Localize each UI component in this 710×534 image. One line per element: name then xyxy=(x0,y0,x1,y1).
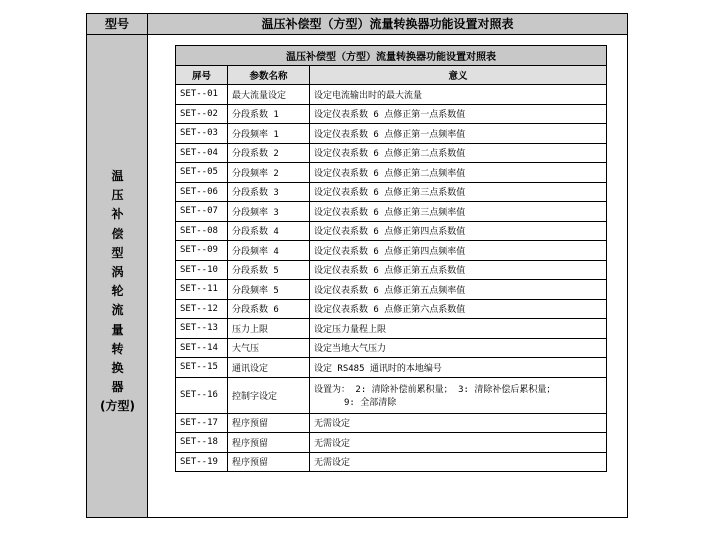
model-char: 补 xyxy=(111,207,124,222)
table-row xyxy=(176,85,607,105)
screen-id: SET--09 xyxy=(176,241,228,261)
param-name: 分段系数 5 xyxy=(228,260,310,280)
screen-id: SET--02 xyxy=(176,104,228,124)
screen-id: SET--14 xyxy=(176,338,228,358)
param-meaning: 设定仪表系数 6 点修正第二点系数值 xyxy=(310,143,607,163)
table-row xyxy=(176,358,607,378)
model-column xyxy=(87,35,148,517)
screen-id: SET--12 xyxy=(176,299,228,319)
model-char: 偿 xyxy=(111,226,124,241)
table-row xyxy=(176,260,607,280)
screen-id: SET--08 xyxy=(176,221,228,241)
table-row xyxy=(176,299,607,319)
param-name: 分段频率 5 xyxy=(228,280,310,300)
param-meaning: 设定仪表系数 6 点修正第三点系数值 xyxy=(310,182,607,202)
param-name: 程序预留 xyxy=(228,413,310,433)
column-header-meaning: 意义 xyxy=(310,66,607,85)
param-name: 分段系数 3 xyxy=(228,182,310,202)
screen-id: SET--19 xyxy=(176,452,228,472)
model-char: 器 xyxy=(111,380,124,395)
column-header-screen: 屏号 xyxy=(176,66,228,85)
param-meaning: 设定仪表系数 6 点修正第一点系数值 xyxy=(310,104,607,124)
screen-id: SET--05 xyxy=(176,163,228,183)
param-name: 分段系数 1 xyxy=(228,104,310,124)
table-row xyxy=(176,319,607,339)
param-meaning: 无需设定 xyxy=(310,433,607,453)
screen-id: SET--01 xyxy=(176,85,228,105)
table-row xyxy=(176,143,607,163)
table-row xyxy=(176,413,607,433)
screen-id: SET--13 xyxy=(176,319,228,339)
param-meaning xyxy=(310,377,607,413)
param-name: 压力上限 xyxy=(228,319,310,339)
screen-id: SET--17 xyxy=(176,413,228,433)
table-row xyxy=(176,104,607,124)
param-meaning: 无需设定 xyxy=(310,413,607,433)
screen-id: SET--04 xyxy=(176,143,228,163)
table-row xyxy=(176,280,607,300)
model-char: 型 xyxy=(111,245,124,260)
column-header-param: 参数名称 xyxy=(228,66,310,85)
type-header: 型号 xyxy=(87,14,148,34)
param-name: 控制字设定 xyxy=(228,377,310,413)
param-meaning: 设定 RS485 通讯时的本地编号 xyxy=(310,358,607,378)
table-row xyxy=(176,163,607,183)
model-char: 轮 xyxy=(111,284,124,299)
param-name: 最大流量设定 xyxy=(228,85,310,105)
param-name: 程序预留 xyxy=(228,433,310,453)
table-row xyxy=(176,182,607,202)
table-row xyxy=(176,221,607,241)
param-meaning: 无需设定 xyxy=(310,452,607,472)
table-row xyxy=(176,433,607,453)
table-row xyxy=(176,377,607,413)
model-char: 涡 xyxy=(111,265,124,280)
param-meaning: 设定仪表系数 6 点修正第二点频率值 xyxy=(310,163,607,183)
model-char: 转 xyxy=(111,341,124,356)
model-char: 压 xyxy=(111,188,124,203)
table-row xyxy=(176,202,607,222)
param-meaning: 设定仪表系数 6 点修正第一点频率值 xyxy=(310,124,607,144)
screen-id: SET--06 xyxy=(176,182,228,202)
screen-id: SET--07 xyxy=(176,202,228,222)
table-row xyxy=(176,452,607,472)
param-name: 分段系数 6 xyxy=(228,299,310,319)
model-char: 流 xyxy=(111,303,124,318)
param-meaning: 设定压力量程上限 xyxy=(310,319,607,339)
model-char: 温 xyxy=(111,169,124,183)
param-meaning-line: 设置为： 2: 清除补偿前累积量； 3: 清除补偿后累积量； xyxy=(314,385,556,395)
param-meaning: 设定电流输出时的最大流量 xyxy=(310,85,607,105)
screen-id: SET--03 xyxy=(176,124,228,144)
model-char: (方型) xyxy=(100,399,135,414)
settings-table xyxy=(175,45,607,472)
param-name: 程序预留 xyxy=(228,452,310,472)
screen-id: SET--18 xyxy=(176,433,228,453)
param-meaning: 设定仪表系数 6 点修正第四点频率值 xyxy=(310,241,607,261)
page-title: 温压补偿型（方型）流量转换器功能设置对照表 xyxy=(261,17,514,31)
model-char: 量 xyxy=(111,322,124,337)
header-row xyxy=(87,14,627,35)
param-name: 分段频率 1 xyxy=(228,124,310,144)
param-meaning: 设定仪表系数 6 点修正第三点频率值 xyxy=(310,202,607,222)
param-name: 分段系数 2 xyxy=(228,143,310,163)
param-name: 分段系数 4 xyxy=(228,221,310,241)
param-meaning-line: 9: 全部清除 xyxy=(344,398,397,408)
param-meaning: 设定仪表系数 6 点修正第四点系数值 xyxy=(310,221,607,241)
table-row xyxy=(176,338,607,358)
param-name: 分段频率 3 xyxy=(228,202,310,222)
param-meaning: 设定仪表系数 6 点修正第五点频率值 xyxy=(310,280,607,300)
model-char: 换 xyxy=(111,361,124,376)
param-name: 分段频率 2 xyxy=(228,163,310,183)
screen-id: SET--16 xyxy=(176,377,228,413)
param-name: 分段频率 4 xyxy=(228,241,310,261)
screen-id: SET--15 xyxy=(176,358,228,378)
param-name: 大气压 xyxy=(228,338,310,358)
table-row xyxy=(176,124,607,144)
param-meaning: 设定仪表系数 6 点修正第五点系数值 xyxy=(310,260,607,280)
table-row xyxy=(176,241,607,261)
screen-id: SET--11 xyxy=(176,280,228,300)
model-name xyxy=(87,167,148,417)
param-meaning: 设定仪表系数 6 点修正第六点系数值 xyxy=(310,299,607,319)
param-name: 通讯设定 xyxy=(228,358,310,378)
screen-id: SET--10 xyxy=(176,260,228,280)
settings-table-title: 温压补偿型（方型）流量转换器功能设置对照表 xyxy=(176,46,607,66)
param-meaning: 设定当地大气压力 xyxy=(310,338,607,358)
